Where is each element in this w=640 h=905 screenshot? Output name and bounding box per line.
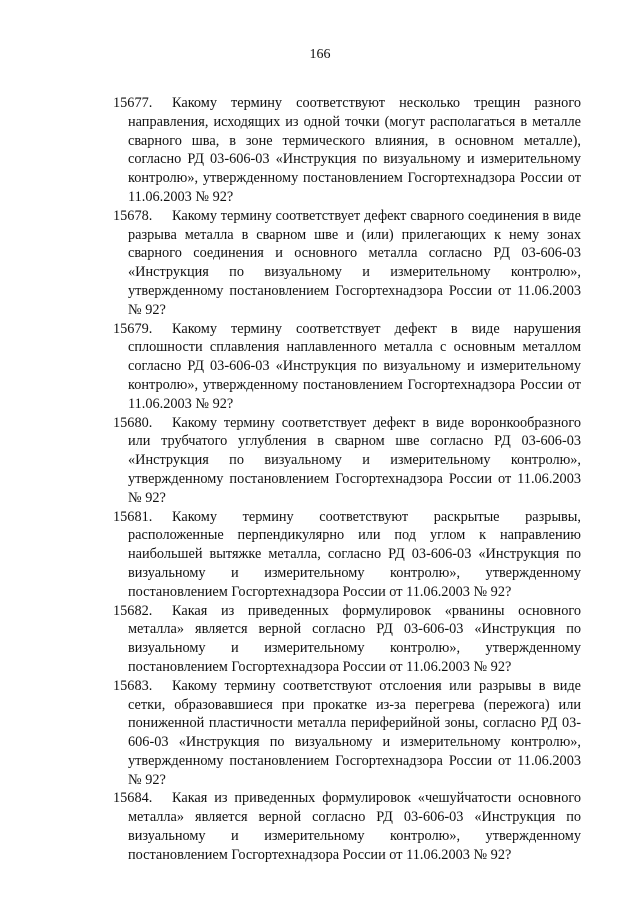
question-text: Какому термину соответствуют раскрытые разрывы, расположенные перпендикулярно или под углом к направлению наибольшей вытяжке металла, согласно РД 03-606-03 «Инструкция по визуальному и измерительному контролю», утвержденному постановлением Госгортехнадзора России от 11.06.2003 № 92? [128,508,581,600]
question-item [113,677,581,790]
question-text: Какому термину соответствуют несколько трещин разного направления, исходящих из одной точки (могут располагаться в металле сварного шва, в зоне термического влияния, в основном металле), согласно РД 03-606-03 «Инструкция по визуальному и измерительному контролю», утвержденному постановлением Госгортехнадзора России от 11.06.2003 № 92? [128,95,581,205]
page-number: 166 [309,47,331,62]
question-text: Какому термину соответствует дефект в виде нарушения сплошности сплавления наплавленного металла с основным металлом согласно РД 03-606-03 «Инструкция по визуальному и измерительному контролю», утвержденному постановлением Госгортехнадзора России от 11.06.2003 № 92? [128,320,581,412]
question-item [113,414,581,508]
question-item [113,789,581,864]
question-item [113,207,581,320]
question-number: 15677. [113,95,153,111]
question-list [113,94,581,865]
question-text: Какому термину соответствуют отслоения или разрывы в виде сетки, образовавшиеся при прокатке из-за перегрева (пережога) или пониженной пластичности металла периферийной зоны, согласно РД 03-606-03 «Инструкция по визуальному и измерительному контролю», утвержденному постановлением Госгортехнадзора России от 11.06.2003 № 92? [128,677,581,788]
question-number: 15681. [113,508,153,525]
question-number: 15684. [113,790,153,807]
question-item [113,320,581,414]
question-number: 15679. [113,320,153,337]
question-number: 15683. [113,677,153,694]
question-text: Какая из приведенных формулировок «чешуйчатости основного металла» является верной согласно РД 03-606-03 «Инструкция по визуальному и измерительному контролю», утвержденному постановлением Госгортехнадзора России от 11.06.2003 № 92? [128,790,581,863]
question-item [113,508,581,602]
question-item [113,602,581,677]
question-number: 15680. [113,414,153,431]
question-number: 15682. [113,602,153,619]
question-text: Какая из приведенных формулировок «рванины основного металла» является верной согласно РД 03-606-03 «Инструкция по визуальному и измерительному контролю», утвержденному постановлением Госгортехнадзора России от 11.06.2003 № 92? [128,602,581,675]
question-text: Какому термину соответствует дефект сварного соединения в виде разрыва металла в сварном шве и (или) прилегающих к нему зонах сварного соединения и основного металла согласно РД 03-606-03 «Инструкция по визуальному и измерительному контролю», утвержденному постановлением Госгортехнадзора России от 11.06.2003 № 92? [128,207,581,318]
question-item [113,94,581,207]
question-number: 15678. [113,207,153,224]
question-text: Какому термину соответствует дефект в виде воронкообразного или трубчатого углубления в сварном шве согласно РД 03-606-03 «Инструкция по визуальному и измерительному контролю», утвержденному постановлением Госгортехнадзора России от 11.06.2003 № 92? [128,414,581,506]
